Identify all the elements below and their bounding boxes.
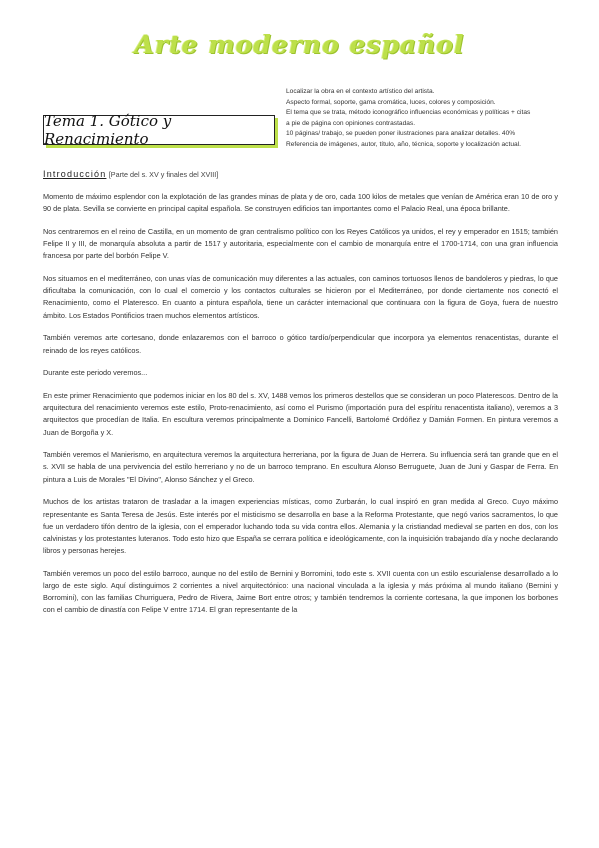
paragraph: También veremos un poco del estilo barroco, aunque no del estilo de Bernini y Borromini, todo este s. XVII cuenta con un estilo escurialense desarrollado a lo largo de este siglo. Aquí distinguimos 2 corrientes a nivel arquitectónico: una nacional vinculada a la iglesia y más próxima al mundo italiano (Bernini y Borromini), con las familias Churriguera, Pedro de Rivera, Jaime Bort entre otros; y también tendremos la corriente cortesana, la que imponen los borbones con el cambio de dinastía con Felipe V entre 1714. El gran representante de la [43, 568, 558, 615]
topic-title: Tema 1. Gótico y Renacimiento [44, 112, 172, 148]
paragraph: En este primer Renacimiento que podemos iniciar en los 80 del s. XV, 1488 vemos los primeros destellos que se consideran un poco Platerescos. Dentro de la arquitectura del renacimiento veremos este estilo, Proto-renacimiento, así como el Purismo (importación pura del espíritu renacentista italiano), veremos a 3 arquitectos que procedían de Italia. En escultura veremos principalmente a Dominico Fancelli, Bartolomé Ordóñez y Damián Formen. En pintura veremos a Juan de Borgoña y X. [43, 390, 558, 437]
note-line: El tema que se trata, método iconográfico influencias económicas y políticas + citas [286, 109, 531, 117]
paragraph: Nos centraremos en el reino de Castilla, en un momento de gran centralismo político con los Reyes Católicos ya unidos, el rey y emperador en 1515; también Felipe II y III, de monarquía absoluta a partir de 1517 y autoritaria, especialmente con el cambio de monarquía entre el 1700-1714, con una gran influencia francesa por parte del borbón Felipe V. [43, 226, 558, 261]
paragraph: Durante este periodo veremos... [43, 368, 148, 378]
note-line: 10 páginas/ trabajo, se pueden poner ilustraciones para analizar detalles. 40% [286, 130, 516, 138]
document-title: Arte moderno español [134, 30, 465, 59]
paragraph: También veremos el Manierismo, en arquitectura veremos la arquitectura herreriana, por la figura de Juan de Herrera. Su influencia será tan grande que en el s. XVII se habla de una pervivencia del estilo herreriano y no de un barroco temprano. En escultura Alonso Berruguete, Juan de Juni y Gaspar de Ferra. En pintura a Luis de Morales "El Divino", Alonso Sánchez y el Greco. [43, 450, 558, 484]
paragraph: Nos situamos en el mediterráneo, con unas vías de comunicación muy diferentes a las actuales, con caminos tortuosos llenos de bandoleros y piedras, lo que dificultaba la comunicación, con lo cual el comercio y los contactos culturales se hicieron por el Mediterráneo, por donde ciertamente nos conectó el Renacimiento, como el Plateresco. En cuanto a pintura española, tiene un carácter internacional que continuara con la figura de Goya, fuera de nuestro ámbito. Los Estados Pontificios traen muchos elementos artísticos. [43, 274, 558, 320]
note-line: a pie de página con opiniones contrastadas. [286, 119, 416, 127]
note-line: Referencia de imágenes, autor, título, año, técnica, soporte y localización actual. [286, 140, 521, 148]
body-text [43, 191, 558, 627]
notes-box [286, 87, 561, 151]
intro-heading: Introducción [43, 169, 107, 179]
paragraph: También veremos arte cortesano, donde enlazaremos con el barroco o gótico tardío/perpendicular que incorpora ya elementos renacentistas, durante el reinado de los reyes católicos. [43, 333, 558, 355]
intro-heading-line [43, 169, 218, 179]
note-line: Localizar la obra en el contexto artístico del artista. [286, 88, 435, 95]
paragraph: Muchos de los artistas trataron de trasladar a la imagen experiencias místicas, como Zurbarán, lo cual inspiró en gran medida al Greco. Cuyo máximo representante es Santa Teresa de Jesús. Este interés por el misticismo se desarrolla en base a la Reforma Protestante, que negó varios sacramentos, lo que fue un verdadero tifón dentro de la iglesia, con el emperador luchando toda su vida contra ellos. Alemania y la cristiandad medieval se parten en dos, con los calvinistas y los protestantes luteranos. Todo esto hizo que España se cerrara política e ideológicamente, con la inquisición trabajando día y noche declarando libros y personas herejes. [43, 497, 558, 556]
topic-title-box [43, 112, 275, 148]
note-line: Aspecto formal, soporte, gama cromática, luces, colores y composición. [286, 98, 496, 106]
paragraph: Momento de máximo esplendor con la explotación de las grandes minas de plata y de oro, cada 100 kilos de metales que venían de América eran 10 de oro y 90 de plata. Sevilla se convierte en principal capital española. Se construyen edificios tan importantes como el Palacio Real, una época brillante. [43, 192, 558, 214]
intro-subtitle: [Parte del s. XV y finales del XVIII] [108, 170, 219, 179]
